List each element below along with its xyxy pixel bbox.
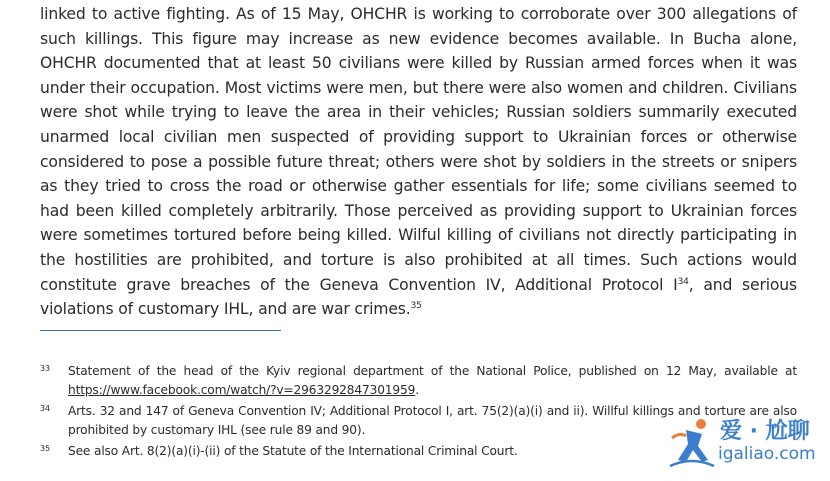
- footnote-ref-35[interactable]: 35: [410, 300, 422, 311]
- footnote-ref-34[interactable]: 34: [677, 276, 689, 287]
- watermark: [662, 410, 822, 474]
- footnote-text: [68, 362, 797, 399]
- footnote-number: 35: [40, 444, 50, 453]
- facebook-link[interactable]: https://www.facebook.com/watch/?v=2963292847301959: [68, 382, 416, 397]
- body-paragraph: [40, 2, 797, 322]
- watermark-domain: igaliao.com: [718, 444, 816, 464]
- footnote-number: 33: [40, 364, 50, 373]
- paragraph-text-continued: , and serious violations of customary IHL, and are war crimes.: [40, 275, 797, 319]
- watermark-logo-icon: [668, 416, 716, 470]
- footnote-33: [40, 362, 797, 399]
- footnote-number: 34: [40, 404, 50, 413]
- footnote-text: See also Art. 8(2)(a)(i)-(ii) of the Statute of the International Criminal Court.: [68, 444, 518, 458]
- paragraph-text: linked to active fighting. As of 15 May, OHCHR is working to corroborate over 300 allegations of such killings. This figure may increase as new evidence becomes available. In Bucha alone, OHCHR documented that at least 50 civilians were killed by Russian armed forces when it was under their occupation. Most victims were men, but there were also women and children. Civilians were shot while trying to leave the area in their vehicles; Russian soldiers summarily executed unarmed local civilian men suspected of providing support to Ukrainian forces or otherwise considered to pose a possible future threat; others were shot by soldiers in the streets or snipers as they tried to cross the road or otherwise gather essentials for life; some civilians seemed to had been killed completely arbitrarily. Those perceived as providing support to Ukrainian forces were sometimes tortured before being killed. Wilful killing of civilians not directly participating in the hostilities are prohibited, and torture is also prohibited at all times. Such actions would constitute grave breaches of the Geneva Convention IV, Additional Protocol I: [40, 5, 797, 294]
- watermark-chinese: 爱 · 尬聊: [720, 419, 810, 444]
- footnote-separator: [40, 330, 281, 331]
- footnote-text: Arts. 32 and 147 of Geneva Convention IV; Additional Protocol I, art. 75(2)(a)(i) and ii). Willful killings and torture are also prohibited by customary IHL (see rule 89 and 90).: [68, 404, 797, 437]
- footnote-body: Statement of the head of the Kyiv regional department of the National Police, published on 12 May, available at: [68, 364, 797, 378]
- footnote-period: .: [415, 382, 419, 397]
